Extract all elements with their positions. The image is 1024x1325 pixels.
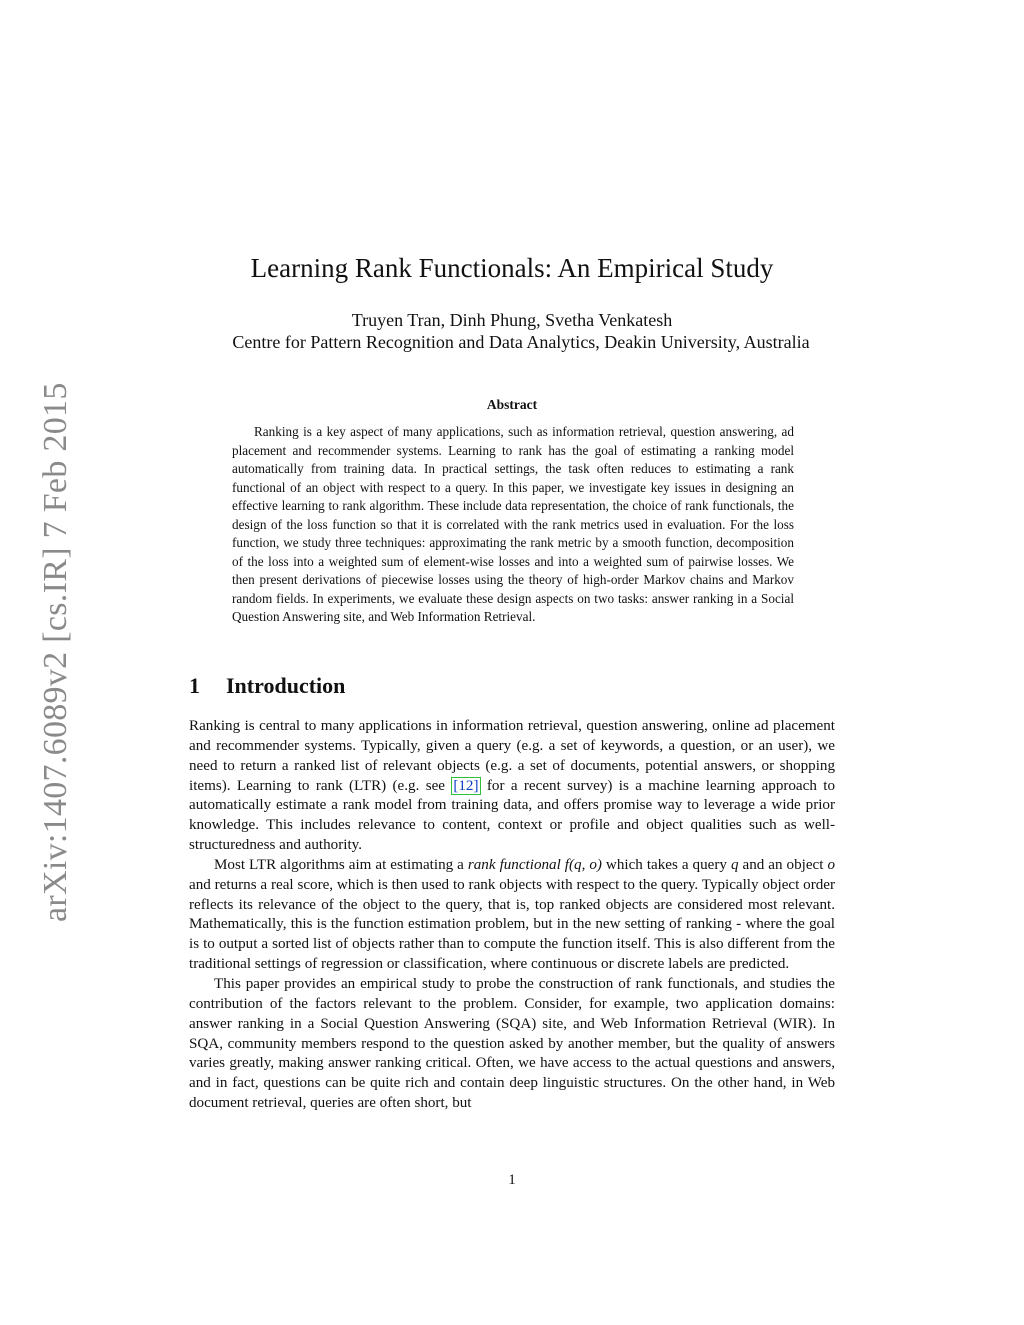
section-number: 1 bbox=[189, 673, 200, 698]
paragraph-2-text-a: Most LTR algorithms aim at estimating a bbox=[214, 856, 468, 873]
paragraph-2-text-c: and an object bbox=[738, 856, 828, 873]
math-f-q-o: f(q, o) bbox=[564, 856, 602, 873]
abstract-heading: Abstract bbox=[486, 397, 538, 412]
math-o: o bbox=[827, 856, 835, 873]
math-q: q bbox=[730, 856, 739, 873]
section-heading-introduction bbox=[189, 672, 345, 700]
introduction-body bbox=[189, 717, 835, 1114]
paragraph-1-text-a: Ranking is central to many applications in information retrieval, question answering, online ad placement and recommender systems. Typically, given a query (e.g. a set of keywords, a question, or an user), we need to return a ranked list of relevant objects (e.g. a set of documents, potential answers, or shopping items). Learning to rank (LTR) (e.g. see bbox=[189, 718, 835, 794]
page-number: 1 bbox=[508, 1172, 516, 1188]
paragraph-1-text-b: for a recent survey) is a machine learning approach to automatically estimate a rank model from training data, and offers promise way to leverage a wide prior knowledge. This includes relevance to content, context or profile and object qualities such as well-structuredness and authority. bbox=[189, 777, 835, 854]
paragraph-2-text-b: which takes a query bbox=[601, 856, 731, 873]
term-rank-functional: rank functional bbox=[467, 856, 561, 873]
arxiv-identifier: arXiv:1407.6089v2 [cs.IR] 7 Feb 2015 bbox=[37, 382, 74, 922]
paragraph-1 bbox=[189, 717, 835, 856]
paragraph-2-text-d: and returns a real score, which is then used to rank objects with respect to the query. Typically object order reflects its relevance of the object to the query, that is, top ranked objects are considered most relevant. Mathematically, this is the function estimation problem, but in the new setting of ranking - where the goal is to output a sorted list of objects rather than to compute the function itself. This is also different from the traditional settings of regression or classification, where continuous or discrete labels are predicted. bbox=[189, 876, 835, 973]
paper-title: Learning Rank Functionals: An Empirical Study bbox=[250, 253, 774, 283]
paper-affiliation: Centre for Pattern Recognition and Data Analytics, Deakin University, Australia bbox=[232, 332, 810, 352]
abstract-text: Ranking is a key aspect of many applications, such as information retrieval, question answering, ad placement and recommender systems. Learning to rank has the goal of estimating a ranking model automatically from training data. In practical settings, the task often reduces to estimating a rank functional of an object with respect to a query. In this paper, we investigate key issues in designing an effective learning to rank algorithm. These include data representation, the choice of rank functionals, the design of the loss function so that it is correlated with the rank metrics used in evaluation. For the loss function, we study three techniques: approximating the rank metric by a smooth function, decomposition of the loss into a weighted sum of element-wise losses and into a weighted sum of pairwise losses. We then present derivations of piecewise losses using the theory of high-order Markov chains and Markov random fields. In experiments, we evaluate these design aspects on two tasks: answer ranking in a Social Question Answering site, and Web Information Retrieval. bbox=[232, 424, 794, 624]
citation-link[interactable]: [12] bbox=[453, 777, 479, 794]
paragraph-2 bbox=[189, 856, 835, 975]
paragraph-3: This paper provides an empirical study to probe the construction of rank functionals, and studies the contribution of the factors relevant to the problem. Consider, for example, two application domains: answer ranking in a Social Question Answering (SQA) site, and Web Information Retrieval (WIR). In SQA, community members respond to the question asked by another member, but the quality of answers varies greatly, making answer ranking critical. Often, we have access to the actual questions and answers, and in fact, questions can be quite rich and contain deep linguistic structures. On the other hand, in Web document retrieval, queries are often short, but bbox=[189, 975, 835, 1112]
paper-authors: Truyen Tran, Dinh Phung, Svetha Venkatesh bbox=[351, 310, 673, 330]
section-title: Introduction bbox=[226, 673, 346, 698]
